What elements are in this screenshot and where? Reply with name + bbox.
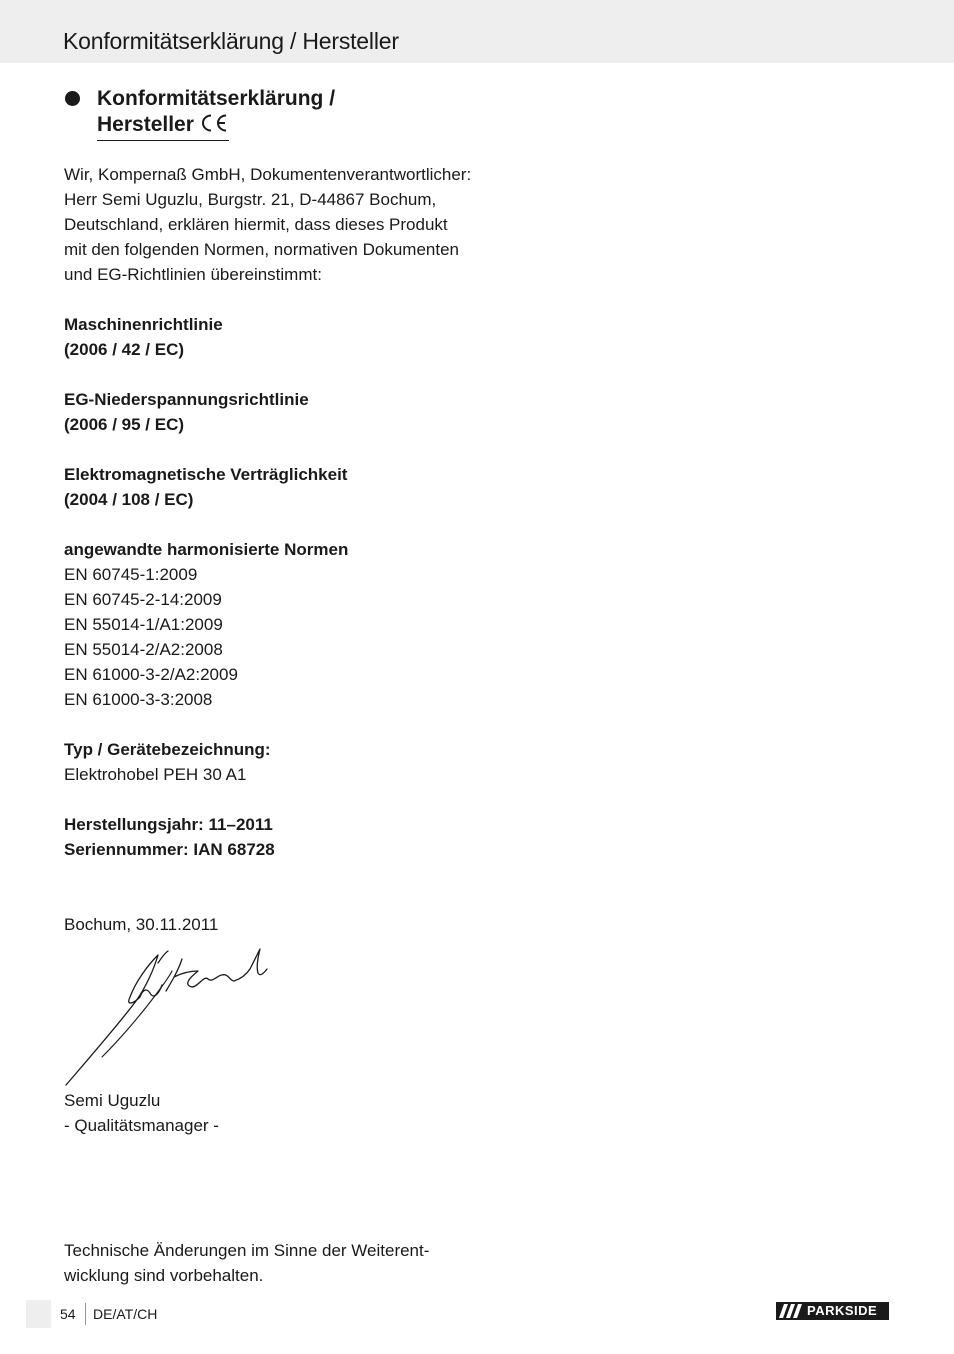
standard-item: EN 60745-1:2009: [64, 565, 198, 584]
directive-code: (2006 / 95 / EC): [64, 415, 185, 434]
signer-block: [64, 1088, 219, 1138]
note-line: wicklung sind vorbehalten.: [64, 1266, 264, 1285]
intro-line: Herr Semi Uguzlu, Burgstr. 21, D-44867 Bochum,: [64, 190, 437, 209]
handwritten-signature: [62, 945, 272, 1090]
footer-page-marker: [26, 1300, 51, 1328]
language-codes: DE/AT/CH: [93, 1306, 158, 1322]
standard-item: EN 61000-3-2/A2:2009: [64, 665, 238, 684]
declaration-body: [64, 162, 474, 887]
heading-line-2: [97, 112, 229, 141]
directive-low-voltage: [64, 387, 474, 437]
standard-item: EN 60745-2-14:2009: [64, 590, 222, 609]
production-info: [64, 812, 474, 862]
technical-note: [64, 1238, 464, 1288]
intro-paragraph: [64, 162, 474, 287]
signer-name: Semi Uguzlu: [64, 1091, 161, 1110]
standard-item: EN 55014-1/A1:2009: [64, 615, 223, 634]
standards-heading: angewandte harmonisierte Normen: [64, 540, 349, 559]
serial-number: Seriennummer: IAN 68728: [64, 840, 275, 859]
logo-stripes-icon: [779, 1304, 805, 1318]
standard-item: EN 55014-2/A2:2008: [64, 640, 223, 659]
directive-emc: [64, 462, 474, 512]
section-heading-text: [97, 86, 437, 141]
device-type: [64, 737, 474, 787]
header-band: [0, 0, 954, 63]
directive-name: EG-Niederspannungsrichtlinie: [64, 390, 309, 409]
standards-list: [64, 537, 474, 712]
heading-line-2-text: Hersteller: [97, 113, 194, 136]
place-date: Bochum, 30.11.2011: [64, 915, 219, 934]
page-title: Konformitätserklärung / Hersteller: [63, 28, 399, 54]
brand-name: PARKSIDE: [807, 1303, 878, 1318]
page-number: 54: [60, 1306, 76, 1322]
note-line: Technische Änderungen im Sinne der Weiterent-: [64, 1241, 430, 1260]
footer-divider: [85, 1303, 86, 1325]
directive-code: (2004 / 108 / EC): [64, 490, 194, 509]
directive-machinery: [64, 312, 474, 362]
directive-name: Maschinenrichtlinie: [64, 315, 223, 334]
standard-item: EN 61000-3-3:2008: [64, 690, 213, 709]
intro-line: Wir, Kompernaß GmbH, Dokumentenverantwortlicher:: [64, 165, 472, 184]
directive-code: (2006 / 42 / EC): [64, 340, 185, 359]
production-year: Herstellungsjahr: 11–2011: [64, 815, 273, 834]
signer-role: - Qualitätsmanager -: [64, 1116, 219, 1135]
directive-name: Elektromagnetische Verträglichkeit: [64, 465, 348, 484]
intro-line: und EG-Richtlinien übereinstimmt:: [64, 265, 322, 284]
intro-line: mit den folgenden Normen, normativen Dokumenten: [64, 240, 459, 259]
intro-line: Deutschland, erklären hiermit, dass dieses Produkt: [64, 215, 448, 234]
bullet-icon: [65, 91, 80, 106]
heading-line-1: Konformitätserklärung /: [97, 87, 336, 110]
ce-mark-icon: [199, 113, 229, 133]
type-label: Typ / Gerätebezeichnung:: [64, 740, 271, 759]
parkside-logo: [776, 1302, 889, 1320]
type-value: Elektrohobel PEH 30 A1: [64, 765, 247, 784]
